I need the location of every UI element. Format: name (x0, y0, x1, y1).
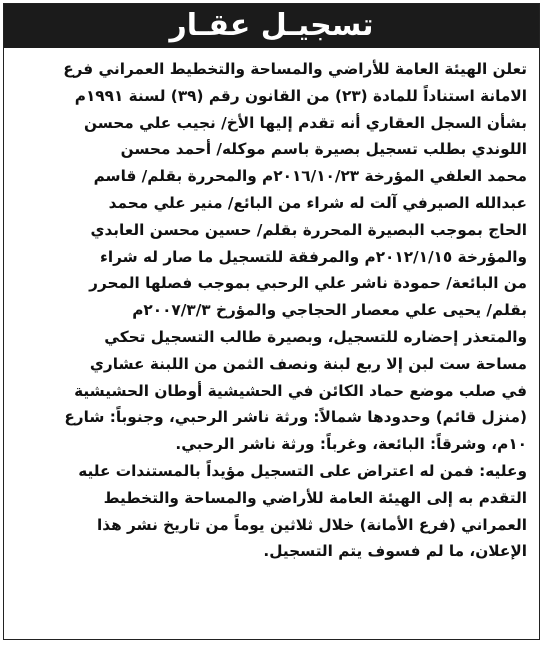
notice-line: الحاج بموجب البصيرة المحررة بقلم/ حسين محسن العابدي (90, 220, 527, 239)
notice-line: والمؤرخة ٢٠١٢/١/١٥م والمرفقة للتسجيل ما صار له شراء (100, 247, 527, 266)
notice-line: العمراني (فرع الأمانة) خلال ثلاثين يوماً من تاريخ نشر هذا (96, 515, 527, 534)
notice-line: والمتعذر إحضاره للتسجيل، وبصيرة طالب التسجيل تحكي (104, 327, 527, 346)
property-registration-notice (3, 3, 540, 640)
notice-header (4, 4, 539, 48)
notice-line: الإعلان، ما لم فسوف يتم التسجيل. (263, 542, 527, 561)
notice-line: في صلب موضع حماد الكائن في الحشيشية أوطان الحشيشية (74, 381, 527, 400)
notice-body (16, 56, 527, 565)
notice-line: اللوندي بطلب تسجيل بصيرة باسم موكله/ أحمد محسن (120, 140, 527, 159)
notice-line: (منزل قائم) وحدودها شمالاً: ورثة ناشر الرحبي، وجنوباً: شارع (64, 408, 527, 427)
notice-line: بشأن السجل العقاري أنه تقدم إليها الأخ/ نجيب علي محسن (83, 113, 527, 132)
notice-line: التقدم به إلى الهيئة العامة للأراضي والمساحة والتخطيط (103, 488, 527, 507)
notice-line: مساحة ست لبن إلا ربع لبنة ونصف الثمن من اللبنة عشاري (89, 354, 527, 373)
notice-title: تسجيـل عقـار (169, 8, 374, 43)
notice-line: ١٠م، وشرقاً: البائعة، وغرباً: ورثة ناشر الرحبي. (175, 435, 527, 454)
notice-line: من البائعة/ حمودة ناشر علي الرحبي بموجب فصلها المحرر (89, 274, 527, 293)
notice-line: عبدالله الصيرفي آلت له شراء من البائع/ منير علي محمد (108, 193, 527, 212)
notice-line: وعليه: فمن له اعتراض على التسجيل مؤيداً بالمستندات عليه (78, 461, 527, 480)
notice-line: الامانة استناداً للمادة (٢٣) من القانون رقم (٣٩) لسنة ١٩٩١م (74, 86, 527, 105)
notice-line: محمد العلفي المؤرخة ٢٠١٦/١٠/٢٣م والمحررة بقلم/ قاسم (93, 167, 527, 186)
notice-line: تعلن الهيئة العامة للأراضي والمساحة والتخطيط العمراني فرع (63, 60, 527, 78)
notice-line: بقلم/ يحيى علي معصار الحجاجي والمؤرخ ٢٠٠٧/٣/٣م (132, 301, 527, 320)
